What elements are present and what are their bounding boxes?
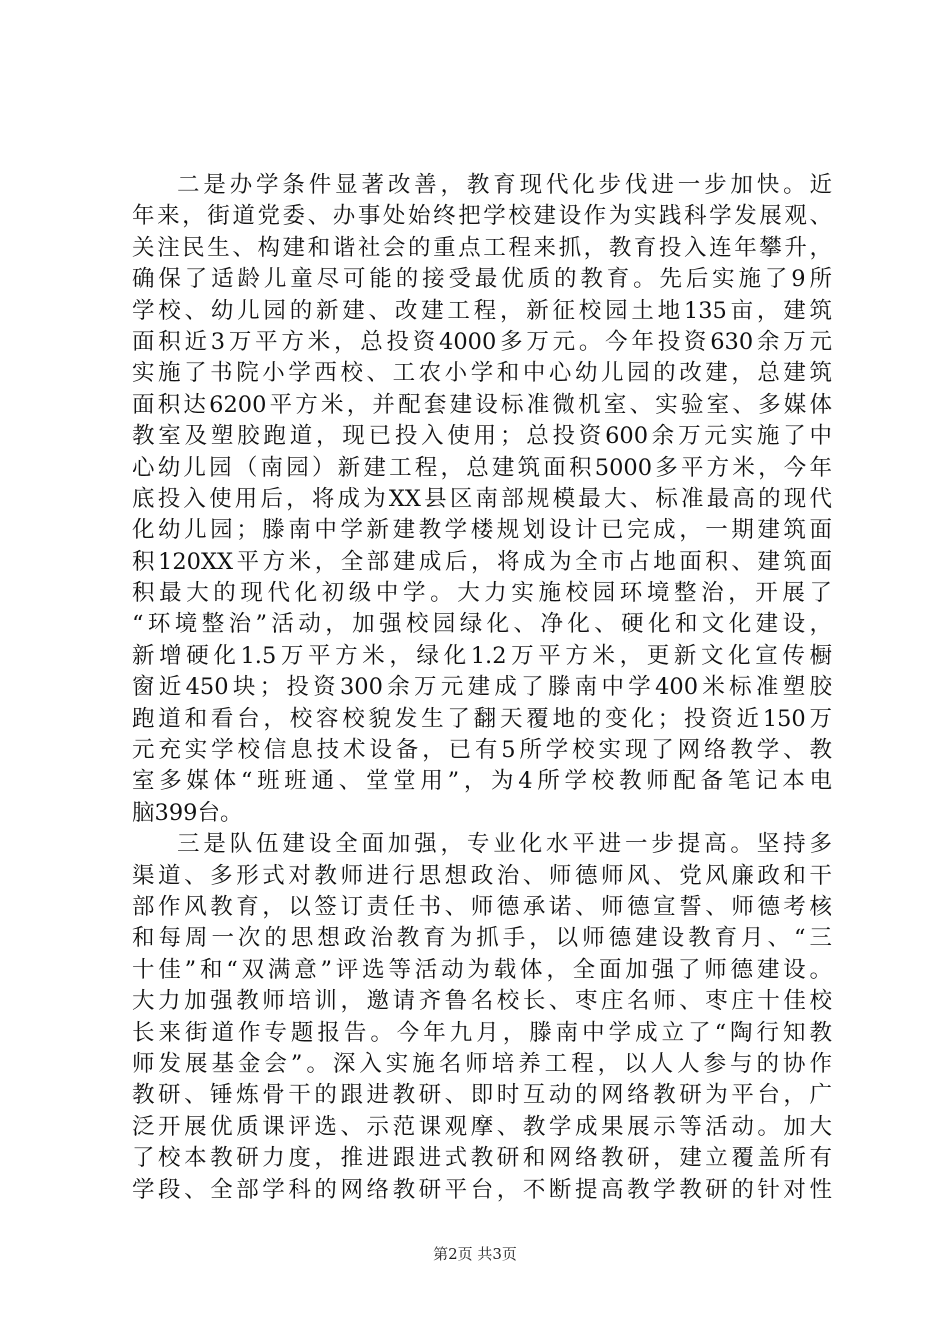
text-line: 十佳”和“双满意”评选等活动为载体，全面加强了师德建设。 bbox=[132, 956, 832, 983]
text-line: 学段、全部学科的网络教研平台，不断提高教学教研的针对性 bbox=[132, 1176, 832, 1203]
paragraph-2 bbox=[132, 829, 832, 1206]
text-line: 实施了书院小学西校、工农小学和中心幼儿园的改建，总建筑 bbox=[132, 360, 832, 387]
text-line: 窗近450块；投资300余万元建成了滕南中学400米标准塑胶 bbox=[132, 674, 832, 701]
text-line: 室多媒体“班班通、堂堂用”，为4所学校教师配备笔记本电 bbox=[132, 768, 832, 795]
page-footer: 第2页 共3页 bbox=[433, 1245, 517, 1263]
text-line: 部作风教育，以签订责任书、师德承诺、师德宣誓、师德考核 bbox=[132, 893, 832, 920]
text-line: “环境整治”活动，加强校园绿化、净化、硬化和文化建设， bbox=[132, 611, 832, 638]
text-line: 师发展基金会”。深入实施名师培养工程，以人人参与的协作 bbox=[132, 1050, 832, 1077]
text-line: 教研、锤炼骨干的跟进教研、即时互动的网络教研为平台，广 bbox=[132, 1082, 832, 1109]
text-line: 脑399台。 bbox=[132, 799, 243, 826]
text-line: 三是队伍建设全面加强，专业化水平进一步提高。坚持多 bbox=[177, 831, 832, 858]
text-line: 和每周一次的思想政治教育为抓手，以师德建设教育月、“三 bbox=[132, 925, 832, 952]
text-line: 大力加强教师培训，邀请齐鲁名校长、枣庄名师、枣庄十佳校 bbox=[132, 988, 832, 1015]
text-line: 学校、幼儿园的新建、改建工程，新征校园土地135亩，建筑 bbox=[132, 297, 832, 324]
text-line: 泛开展优质课评选、示范课观摩、教学成果展示等活动。加大 bbox=[132, 1113, 832, 1140]
text-line: 二是办学条件显著改善，教育现代化步伐进一步加快。近 bbox=[177, 172, 832, 198]
text-line: 元充实学校信息技术设备，已有5所学校实现了网络教学、教 bbox=[132, 737, 832, 764]
body-text bbox=[132, 170, 832, 1206]
text-line: 确保了适龄儿童尽可能的接受最优质的教育。先后实施了9所 bbox=[132, 266, 832, 293]
text-line: 积最大的现代化初级中学。大力实施校园环境整治，开展了 bbox=[132, 580, 832, 607]
text-line: 心幼儿园（南园）新建工程，总建筑面积5000多平方米，今年 bbox=[132, 454, 832, 481]
text-line: 渠道、多形式对教师进行思想政治、师德师风、党风廉政和干 bbox=[132, 862, 832, 889]
text-line: 新增硬化1.5万平方米，绿化1.2万平方米，更新文化宣传橱 bbox=[132, 642, 832, 669]
text-line: 长来街道作专题报告。今年九月，滕南中学成立了“陶行知教 bbox=[132, 1019, 832, 1046]
text-line: 底投入使用后，将成为XX县区南部规模最大、标准最高的现代 bbox=[132, 485, 832, 512]
text-line: 化幼儿园；滕南中学新建教学楼规划设计已完成，一期建筑面 bbox=[132, 517, 832, 544]
text-line: 关注民生、构建和谐社会的重点工程来抓，教育投入连年攀升， bbox=[132, 234, 832, 261]
text-line: 年来，街道党委、办事处始终把学校建设作为实践科学发展观、 bbox=[132, 203, 832, 230]
text-line: 跑道和看台，校容校貌发生了翻天覆地的变化；投资近150万 bbox=[132, 705, 832, 732]
text-line: 教室及塑胶跑道，现已投入使用；总投资600余万元实施了中 bbox=[132, 423, 832, 450]
text-line: 了校本教研力度，推进跟进式教研和网络教研，建立覆盖所有 bbox=[132, 1145, 832, 1172]
text-line: 积120XX平方米，全部建成后，将成为全市占地面积、建筑面 bbox=[132, 548, 832, 575]
paragraph-1 bbox=[132, 170, 832, 829]
text-line: 面积近3万平方米，总投资4000多万元。今年投资630余万元 bbox=[132, 328, 832, 355]
text-line: 面积达6200平方米，并配套建设标准微机室、实验室、多媒体 bbox=[132, 391, 832, 418]
